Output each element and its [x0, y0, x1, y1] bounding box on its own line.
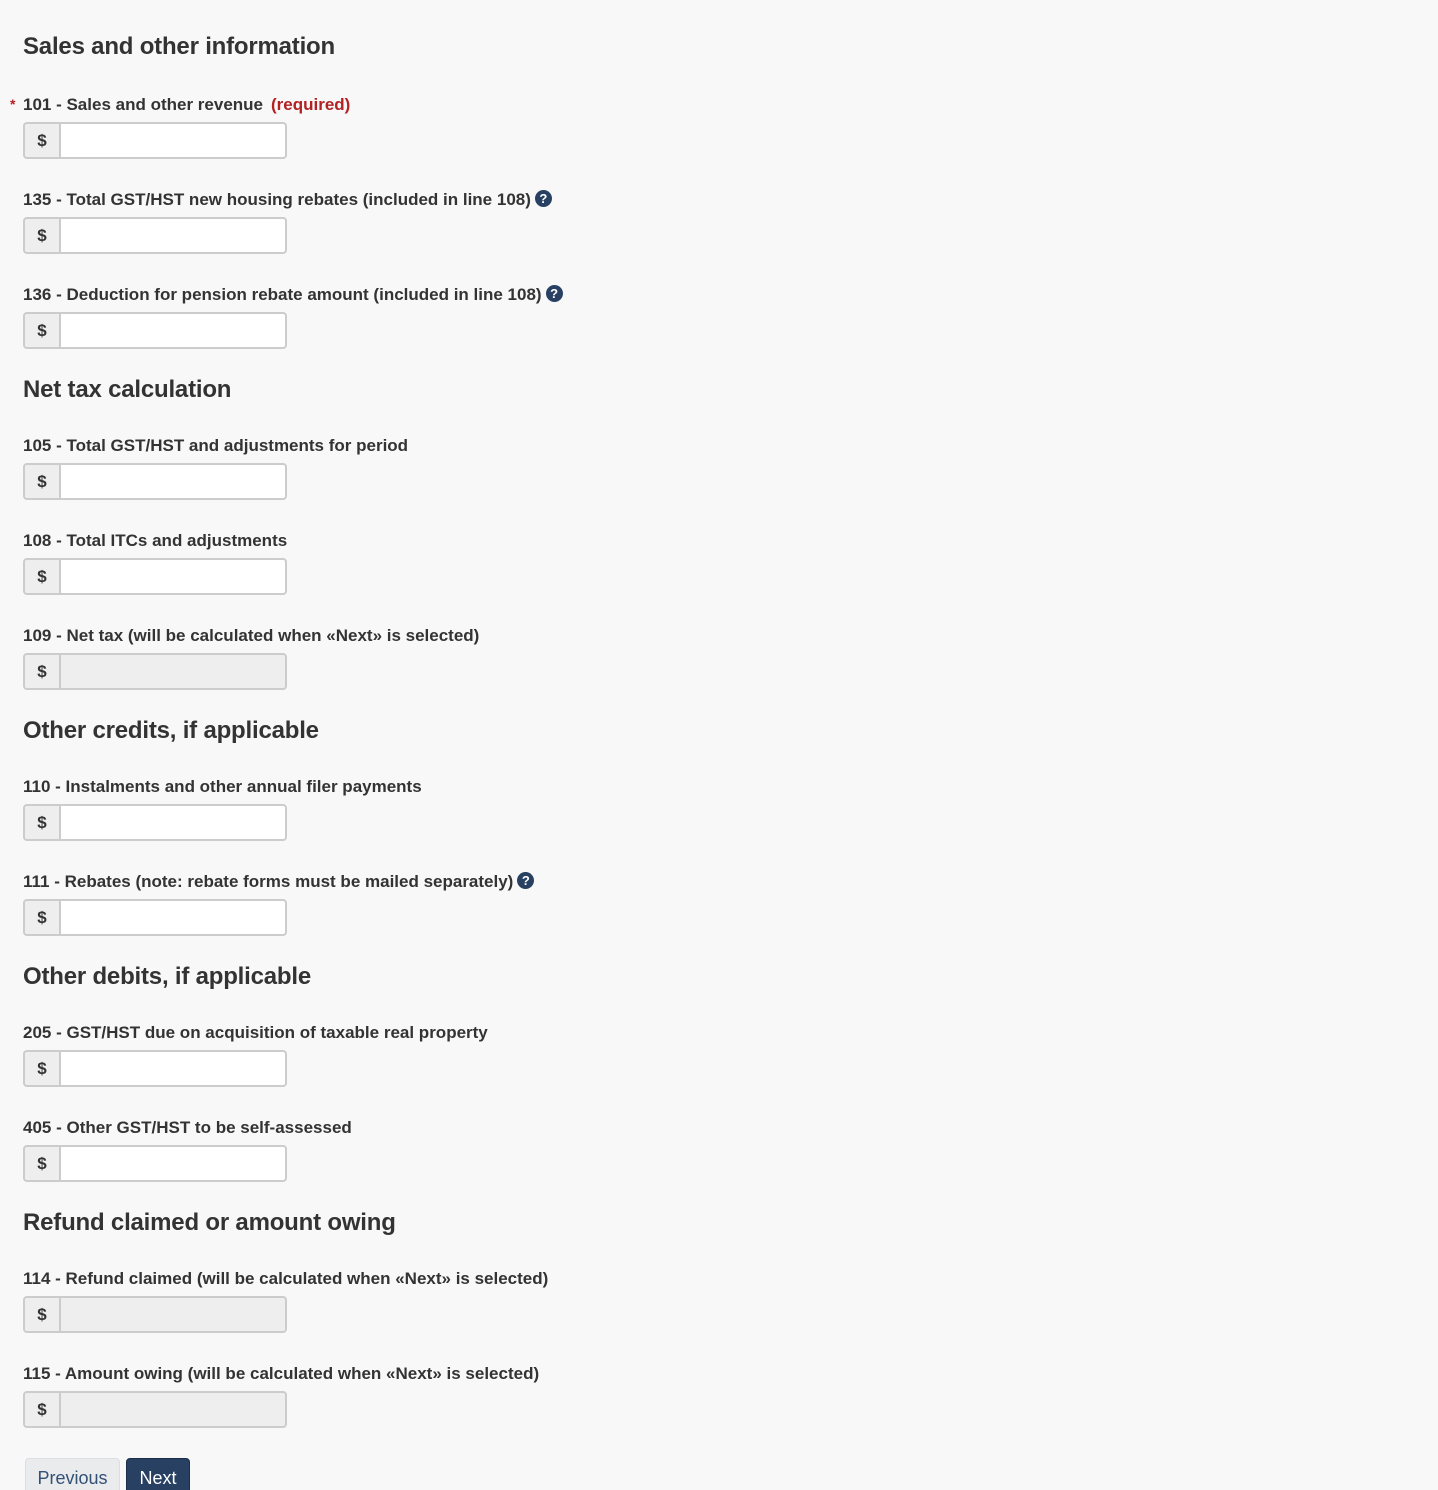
- dollar-addon: $: [23, 122, 60, 159]
- field-115-input-group: [23, 1391, 287, 1428]
- help-icon[interactable]: ?: [535, 190, 552, 207]
- field-111: [23, 872, 723, 936]
- dollar-addon: $: [23, 1296, 60, 1333]
- help-icon[interactable]: ?: [546, 285, 563, 302]
- field-114-label: 114 - Refund claimed (will be calculated when «Next» is selected): [23, 1269, 549, 1288]
- field-205: [23, 1023, 723, 1087]
- section-heading-net-tax: Net tax calculation: [23, 376, 232, 403]
- field-101-label: [23, 95, 723, 115]
- dollar-addon: $: [23, 1145, 60, 1182]
- field-108-label: 108 - Total ITCs and adjustments: [23, 531, 288, 550]
- field-105: [23, 436, 723, 500]
- dollar-addon: $: [23, 899, 60, 936]
- field-205-input[interactable]: [60, 1050, 287, 1087]
- field-205-input-group: [23, 1050, 287, 1087]
- field-136-input[interactable]: [60, 312, 287, 349]
- field-108: [23, 531, 723, 595]
- field-135-label-text: 135 - Total GST/HST new housing rebates (included in line 108): [23, 190, 531, 209]
- field-115-label: 115 - Amount owing (will be calculated when «Next» is selected): [23, 1364, 540, 1383]
- next-button[interactable]: Next: [126, 1458, 190, 1490]
- field-135: [23, 190, 723, 254]
- field-114: [23, 1269, 723, 1333]
- dollar-addon: $: [23, 217, 60, 254]
- field-109-input-group: [23, 653, 287, 690]
- field-101-input-group: [23, 122, 287, 159]
- dollar-addon: $: [23, 804, 60, 841]
- help-icon[interactable]: ?: [517, 872, 534, 889]
- field-111-label: [23, 872, 723, 892]
- dollar-addon: $: [23, 558, 60, 595]
- dollar-addon: $: [23, 1050, 60, 1087]
- required-asterisk: *: [10, 96, 16, 112]
- section-heading-other-credits: Other credits, if applicable: [23, 717, 319, 744]
- field-135-label: [23, 190, 723, 210]
- dollar-addon: $: [23, 653, 60, 690]
- field-135-input-group: [23, 217, 287, 254]
- field-109-input: [60, 653, 287, 690]
- field-110-label: 110 - Instalments and other annual filer payments: [23, 777, 422, 796]
- field-136-label: [23, 285, 723, 305]
- field-108-input-group: [23, 558, 287, 595]
- field-405-input-group: [23, 1145, 287, 1182]
- field-110-input[interactable]: [60, 804, 287, 841]
- field-111-label-text: 111 - Rebates (note: rebate forms must be mailed separately): [23, 872, 514, 891]
- field-114-input-group: [23, 1296, 287, 1333]
- field-205-label: 205 - GST/HST due on acquisition of taxable real property: [23, 1023, 488, 1042]
- field-405-input[interactable]: [60, 1145, 287, 1182]
- field-405-label: 405 - Other GST/HST to be self-assessed: [23, 1118, 352, 1137]
- field-405: [23, 1118, 723, 1182]
- field-111-input-group: [23, 899, 287, 936]
- field-110-input-group: [23, 804, 287, 841]
- field-110: [23, 777, 723, 841]
- field-135-input[interactable]: [60, 217, 287, 254]
- field-115: [23, 1364, 723, 1428]
- field-136: [23, 285, 723, 349]
- dollar-addon: $: [23, 463, 60, 500]
- field-105-input-group: [23, 463, 287, 500]
- field-101-input[interactable]: [60, 122, 287, 159]
- field-115-input: [60, 1391, 287, 1428]
- field-114-input: [60, 1296, 287, 1333]
- field-105-input[interactable]: [60, 463, 287, 500]
- section-heading-refund: Refund claimed or amount owing: [23, 1209, 396, 1236]
- field-136-label-text: 136 - Deduction for pension rebate amount (included in line 108): [23, 285, 542, 304]
- section-heading-other-debits: Other debits, if applicable: [23, 963, 311, 990]
- dollar-addon: $: [23, 312, 60, 349]
- section-heading-sales: Sales and other information: [23, 33, 335, 60]
- field-109: [23, 626, 723, 690]
- field-109-label: 109 - Net tax (will be calculated when «Next» is selected): [23, 626, 480, 645]
- previous-button[interactable]: Previous: [25, 1458, 120, 1490]
- field-111-input[interactable]: [60, 899, 287, 936]
- form-navigation: [25, 1458, 190, 1490]
- field-108-input[interactable]: [60, 558, 287, 595]
- field-105-label: 105 - Total GST/HST and adjustments for period: [23, 436, 409, 455]
- dollar-addon: $: [23, 1391, 60, 1428]
- field-136-input-group: [23, 312, 287, 349]
- required-indicator: (required): [271, 95, 351, 114]
- field-101: [10, 95, 723, 159]
- field-101-label-text: 101 - Sales and other revenue: [23, 95, 263, 114]
